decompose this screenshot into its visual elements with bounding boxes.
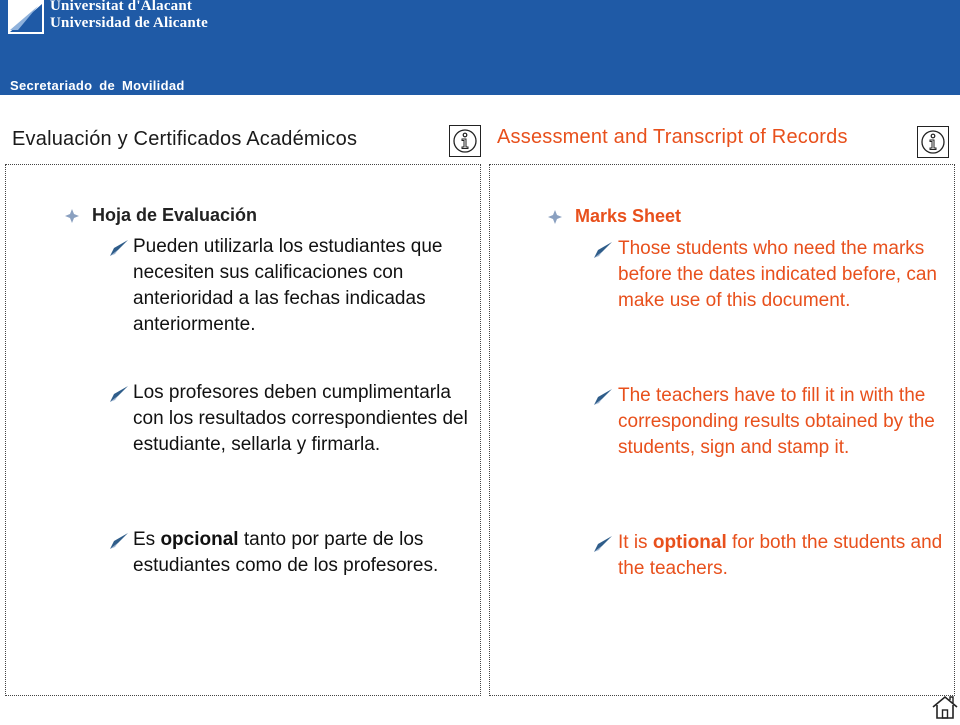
header-banner bbox=[0, 0, 960, 95]
spanish-paragraph-2: Los profesores deben cumplimentarla con los resultados correspondientes del estudiante, sellarla y firmarla. bbox=[133, 382, 468, 455]
english-paragraph-2: The teachers have to fill it in with the corresponding results obtained by the students, sign and stamp it. bbox=[618, 385, 935, 458]
arrow-bullet-icon bbox=[594, 242, 612, 258]
university-name-spanish: Universidad de Alicante bbox=[50, 15, 208, 31]
spanish-paragraph-3: Es opcional tanto por parte de los estudiantes como de los profesores. bbox=[133, 529, 439, 576]
department-name: Secretariado de Movilidad bbox=[10, 78, 185, 93]
spanish-paragraph-1: Pueden utilizarla los estudiantes que necesiten sus calificaciones con anterioridad a las fechas indicadas anteriormente. bbox=[133, 236, 443, 335]
info-icon[interactable] bbox=[449, 125, 481, 157]
spanish-heading: Hoja de Evaluación bbox=[92, 205, 258, 225]
arrow-bullet-icon bbox=[110, 386, 128, 402]
university-name-catalan: Universitat d'Alacant bbox=[50, 0, 193, 14]
university-logo bbox=[8, 0, 44, 34]
english-paragraph-3: It is optional for both the students and the teachers. bbox=[618, 532, 943, 579]
arrow-bullet-icon bbox=[594, 389, 612, 405]
arrow-bullet-icon bbox=[110, 240, 128, 256]
english-paragraph-1: Those students who need the marks before the dates indicated before, can make use of this document. bbox=[618, 238, 938, 311]
arrow-bullet-icon bbox=[594, 536, 612, 552]
english-section-title: Assessment and Transcript of Records bbox=[497, 126, 848, 148]
english-heading: Marks Sheet bbox=[575, 206, 682, 226]
arrow-bullet-icon bbox=[110, 533, 128, 549]
spanish-section-title: Evaluación y Certificados Académicos bbox=[12, 128, 358, 150]
info-icon[interactable] bbox=[917, 126, 949, 158]
emphasis-optional: optional bbox=[652, 532, 727, 553]
diamond-bullet-icon bbox=[65, 209, 79, 223]
home-icon[interactable] bbox=[930, 694, 960, 720]
diamond-bullet-icon bbox=[548, 210, 562, 224]
emphasis-optional: opcional bbox=[160, 529, 239, 550]
